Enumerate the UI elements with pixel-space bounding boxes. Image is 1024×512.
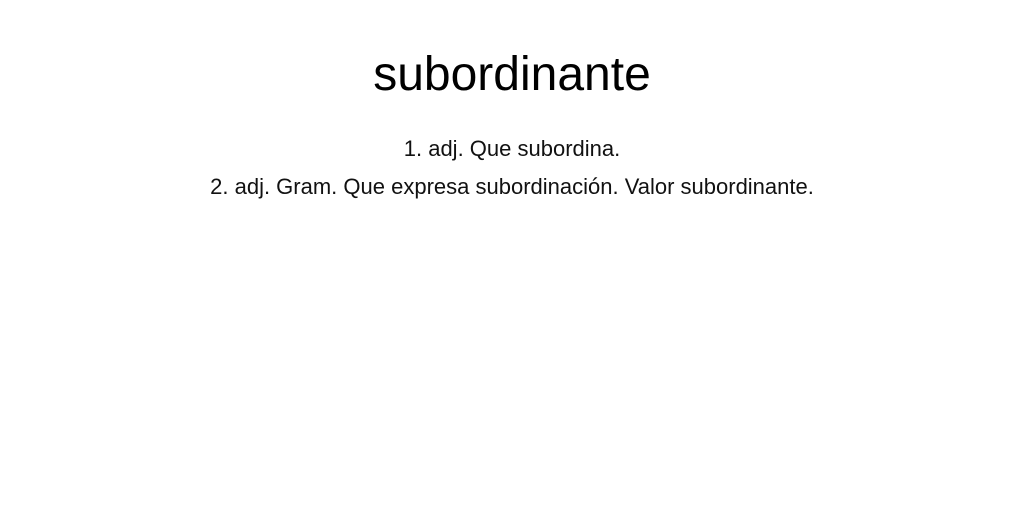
definition-2: 2. adj. Gram. Que expresa subordinación. Valor subordinante. (210, 174, 814, 199)
definition-list (0, 130, 1024, 206)
entry-word: subordinante (373, 48, 651, 101)
definition-1: 1. adj. Que subordina. (403, 136, 621, 161)
